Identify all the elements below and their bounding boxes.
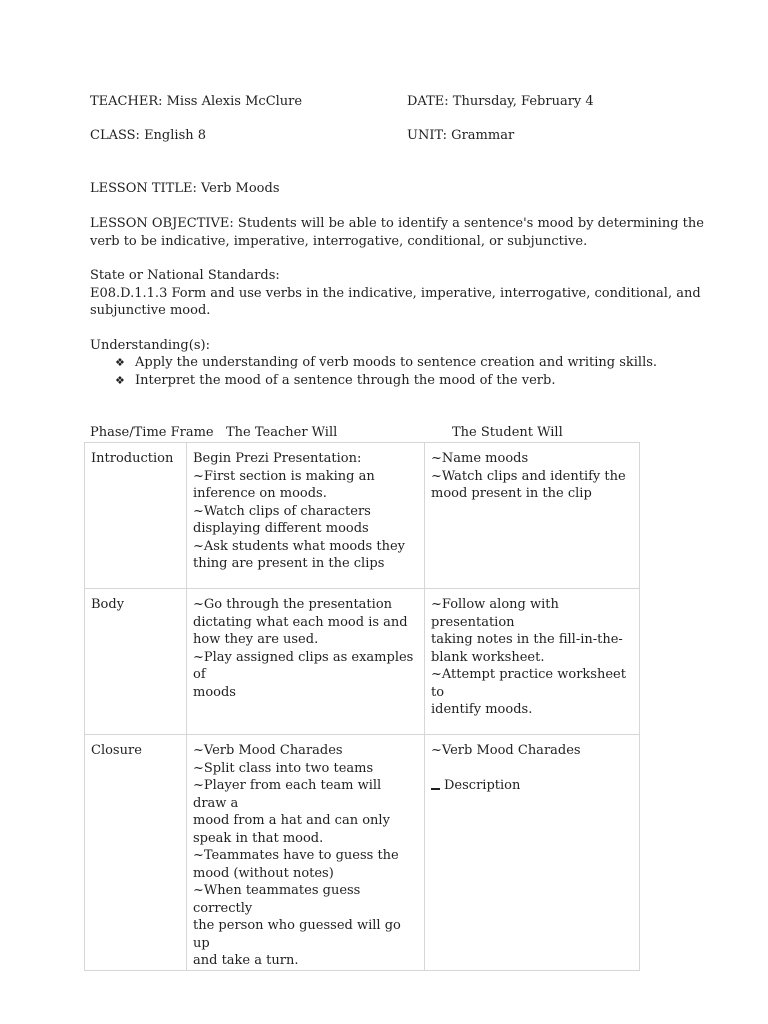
teacher-label: TEACHER: Miss Alexis McClure bbox=[90, 94, 303, 109]
standards-line-1: E08.D.1.1.3 Form and use verbs in the indicative, imperative, interrogative, conditional, and bbox=[90, 285, 701, 301]
teacher-cell bbox=[187, 735, 425, 971]
student-cell bbox=[425, 443, 640, 589]
student-cell bbox=[425, 735, 640, 971]
unit-label: UNIT: Grammar bbox=[407, 128, 515, 143]
cell-line: speak in that mood. bbox=[193, 830, 324, 846]
cell-line: ~Follow along with presentation bbox=[431, 597, 559, 630]
cell-line: how they are used. bbox=[193, 632, 319, 647]
cell-line: inference on moods. bbox=[193, 486, 327, 501]
cell-line: identify moods. bbox=[431, 702, 533, 717]
cell-line: ~Watch clips and identify the bbox=[431, 468, 626, 484]
table-row bbox=[85, 735, 640, 971]
objective-line-1: LESSON OBJECTIVE: Students will be able to identify a sentence's mood by determining the bbox=[90, 216, 704, 231]
understandings-list bbox=[115, 354, 675, 389]
description-row bbox=[431, 777, 633, 795]
cell-line: and take a turn. bbox=[193, 953, 299, 968]
cell-line: ~Name moods bbox=[431, 451, 529, 466]
phase-cell: Body bbox=[85, 589, 187, 735]
cell-line: ~Verb Mood Charades bbox=[431, 743, 581, 758]
cell-line: ~Player from each team will draw a bbox=[193, 778, 382, 811]
understandings-heading: Understanding(s): bbox=[90, 338, 210, 353]
cell-line: ~Verb Mood Charades bbox=[193, 743, 343, 758]
cell-line: displaying different moods bbox=[193, 521, 369, 536]
understanding-text: Apply the understanding of verb moods to sentence creation and writing skills. bbox=[135, 355, 658, 370]
cell-line: mood from a hat and can only bbox=[193, 813, 390, 828]
cell-line: dictating what each mood is and bbox=[193, 614, 408, 630]
list-item bbox=[115, 372, 675, 390]
cell-line: moods bbox=[193, 684, 236, 700]
phase-column-header: Phase/Time Frame bbox=[90, 425, 214, 440]
phase-cell: Closure bbox=[85, 735, 187, 971]
cell-line: blank worksheet. bbox=[431, 649, 545, 665]
cell-line: mood present in the clip bbox=[431, 486, 592, 501]
lesson-title: LESSON TITLE: Verb Moods bbox=[90, 181, 280, 196]
objective-line-2: verb to be indicative, imperative, interrogative, conditional, or subjunctive. bbox=[90, 233, 588, 249]
class-label: CLASS: English 8 bbox=[90, 128, 207, 143]
lesson-plan-table bbox=[84, 442, 640, 971]
student-cell bbox=[425, 589, 640, 735]
cell-line: the person who guessed will go up bbox=[193, 918, 401, 951]
teacher-cell bbox=[187, 589, 425, 735]
cell-line: ~First section is making an bbox=[193, 468, 375, 484]
standards-heading: State or National Standards: bbox=[90, 268, 280, 283]
underline-marker-icon bbox=[431, 780, 440, 790]
phase-cell: Introduction bbox=[85, 443, 187, 589]
description-label: Description bbox=[444, 778, 521, 793]
cell-line: mood (without notes) bbox=[193, 865, 334, 881]
table-row bbox=[85, 443, 640, 589]
teacher-column-header: The Teacher Will bbox=[226, 425, 338, 440]
cell-line: ~Split class into two teams bbox=[193, 760, 374, 776]
cell-line: ~Go through the presentation bbox=[193, 597, 393, 612]
table-row bbox=[85, 589, 640, 735]
student-column-header: The Student Will bbox=[452, 425, 563, 440]
cell-line: ~Attempt practice worksheet to bbox=[431, 667, 626, 700]
cell-line: thing are present in the clips bbox=[193, 556, 385, 571]
cell-line: ~Ask students what moods they bbox=[193, 538, 405, 554]
teacher-cell bbox=[187, 443, 425, 589]
cell-line: ~Play assigned clips as examples of bbox=[193, 649, 414, 682]
cell-line: taking notes in the fill-in-the- bbox=[431, 632, 623, 647]
date-label: DATE: Thursday, February 4 bbox=[407, 94, 594, 109]
cell-line: ~When teammates guess correctly bbox=[193, 883, 361, 916]
cell-line: ~Watch clips of characters bbox=[193, 503, 371, 519]
understanding-text: Interpret the mood of a sentence through the mood of the verb. bbox=[135, 372, 556, 388]
list-item bbox=[115, 354, 675, 372]
diamond-bullet-icon: ❖ bbox=[115, 373, 125, 387]
standards-line-2: subjunctive mood. bbox=[90, 303, 211, 318]
diamond-bullet-icon: ❖ bbox=[115, 356, 125, 369]
cell-line: Begin Prezi Presentation: bbox=[193, 451, 362, 466]
cell-line: ~Teammates have to guess the bbox=[193, 848, 399, 863]
